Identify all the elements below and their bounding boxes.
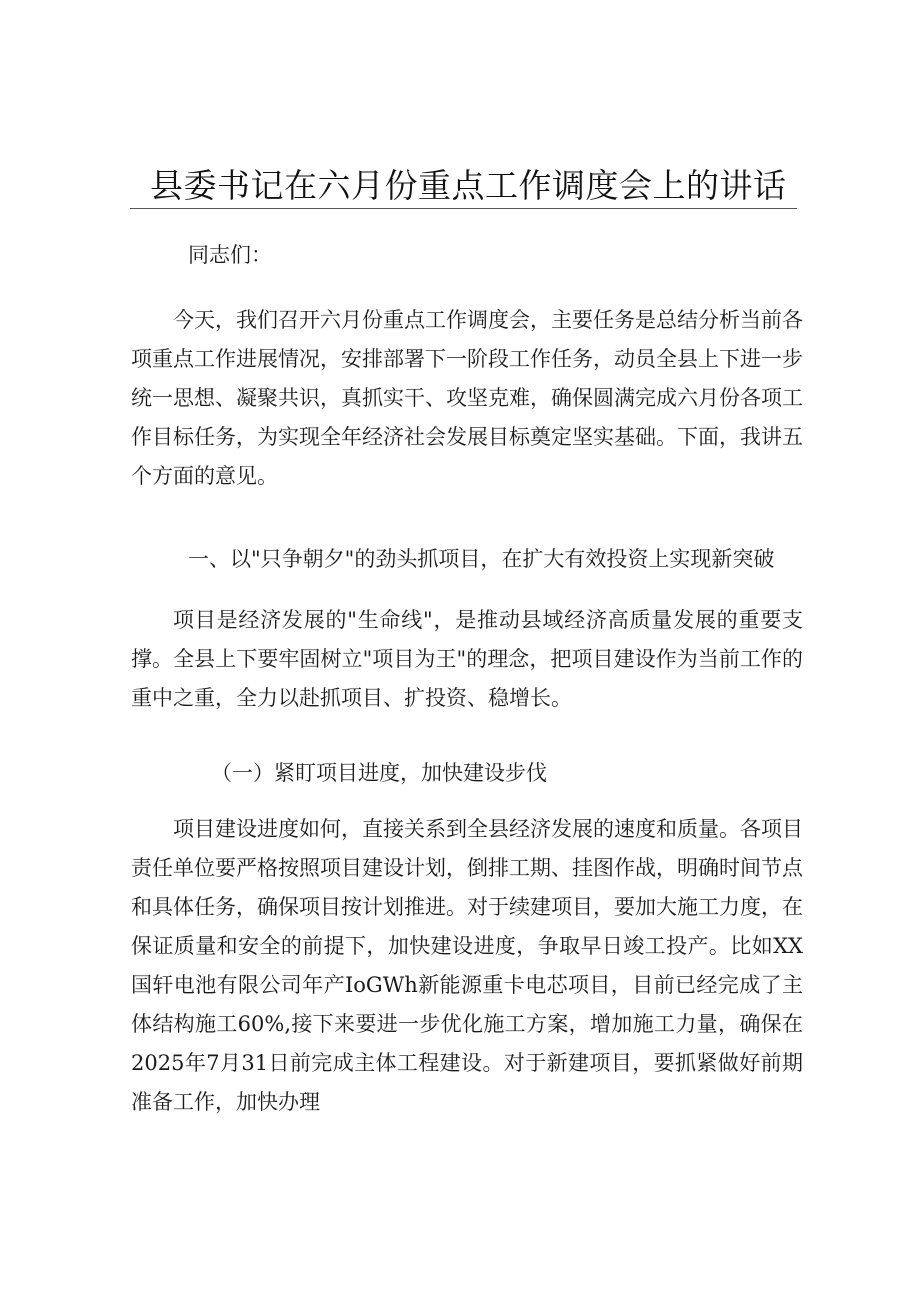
salutation: 同志们： — [188, 243, 272, 267]
document-title: 县委书记在六月份重点工作调度会上的讲话 — [150, 166, 787, 205]
subsection-heading-1-1: （一）紧盯项目进度，加快建设步伐 — [211, 761, 547, 785]
paragraph-intro: 今天，我们召开六月份重点工作调度会，主要任务是总结分析当前各项重点工作进展情况，安排部署下一阶段工作任务，动员全县上下进一步统一思想、凝聚共识，真抓实干、攻坚克难，确保圆满完成六月份各项工作目标任务，为实现全年经济社会发展目标奠定坚实基础。下面，我讲五个方面的意见。 — [131, 308, 803, 488]
paragraph-projects: 项目是经济发展的"生命线"，是推动县域经济高质量发展的重要支撑。全县上下要牢固树立"项目为王"的理念，把项目建设作为当前工作的重中之重，全力以赴抓项目、扩投资、稳增长。 — [131, 608, 803, 710]
section-heading-1: 一、以"只争朝夕"的劲头抓项目，在扩大有效投资上实现新突破 — [188, 547, 775, 571]
paragraph-progress: 项目建设进度如何，直接关系到全县经济发展的速度和质量。各项目责任单位要严格按照项目建设计划，倒排工期、挂图作战，明确时间节点和具体任务，确保项目按计划推进。对于续建项目，要加大施工力度，在保证质量和安全的前提下，加快建设进度，争取早日竣工投产。比如XX国轩电池有限公司年产IoGWh新能源重卡电芯项目，目前已经完成了主体结构施工60%,接下来要进一步优化施工方案，增加施工力量，确保在2025年7月31日前完成主体工程建设。对于新建项目，要抓紧做好前期准备工作，加快办理 — [131, 817, 803, 1114]
title-underline — [130, 208, 797, 209]
